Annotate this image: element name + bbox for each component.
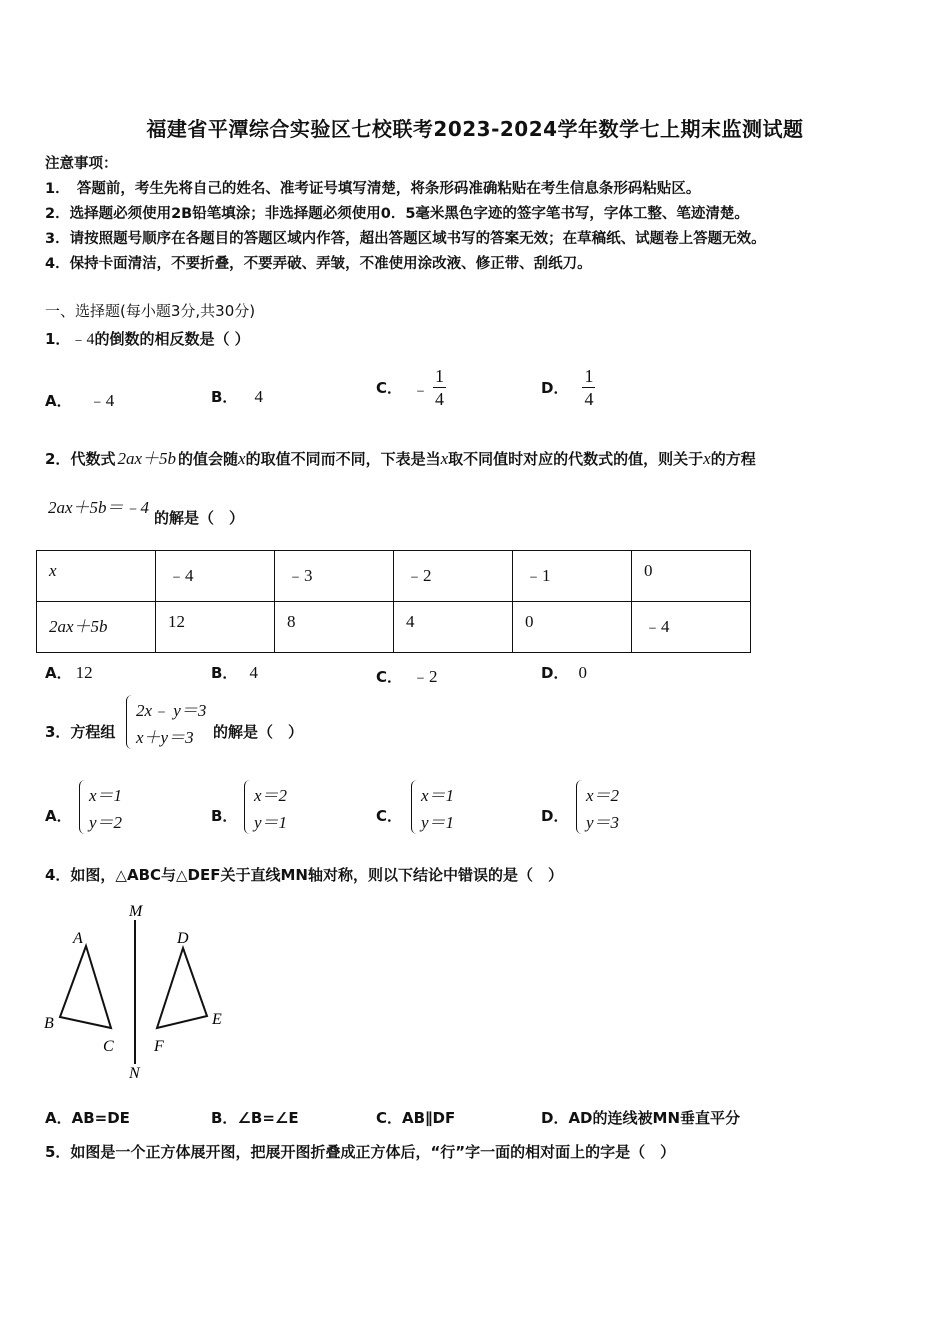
q3-option-c-system[interactable] (411, 780, 481, 834)
q3-option-a-system[interactable] (79, 780, 149, 834)
table-cell: 0 (632, 551, 751, 602)
table-cell: 0 (513, 602, 632, 653)
q3-equation-system (126, 695, 216, 749)
q3-option-c-label[interactable]: C． (376, 807, 403, 825)
q1-option-d-fraction (582, 365, 595, 410)
q2-text-3: 的取值不同而不同，下表是当 (245, 450, 441, 468)
q2-x-1: x (238, 449, 246, 468)
table-cell: x (37, 551, 156, 602)
q3-option-d-line-2: y＝3 (586, 813, 620, 832)
q3-option-d-label[interactable]: D． (541, 807, 569, 825)
q1-option-a-label: A． (45, 392, 72, 410)
q1-option-d[interactable] (541, 362, 595, 412)
q1-option-c-numerator: 1 (435, 365, 445, 386)
q4-option-d-label: D． (541, 1109, 569, 1127)
q2-text-6: 的解是（ ） (154, 509, 245, 527)
q3-option-c-line-2: y＝1 (421, 813, 455, 832)
q2-option-c-value: ﹣2 (412, 667, 438, 686)
q1-option-a-value: ﹣4 (88, 391, 115, 410)
q3-option-a-line-1: x＝1 (89, 786, 123, 805)
note-item-3: 3．请按照题号顺序在各题目的答题区域内作答，超出答题区域书写的答案无效；在草稿纸、试题卷上答题无效。 (45, 231, 766, 247)
q3-equation-2: x＋y＝3 (136, 728, 194, 747)
q4-option-c-value: AB∥DF (402, 1109, 456, 1127)
label-m: M (129, 903, 143, 920)
brace-icon (79, 780, 87, 834)
q4-option-a[interactable] (45, 1107, 130, 1128)
label-c: C (103, 1038, 114, 1055)
label-f: F (154, 1038, 164, 1055)
q2-text-1: 代数式 (70, 450, 116, 468)
q2-option-a[interactable] (45, 662, 93, 683)
q1-number: 1． (45, 330, 71, 348)
table-cell: ﹣1 (513, 551, 632, 602)
q2-option-d[interactable] (541, 662, 587, 683)
q4-option-c-label: C． (376, 1109, 403, 1127)
label-a: A (73, 930, 83, 947)
q2-value-table (36, 550, 751, 653)
table-row (37, 551, 751, 602)
q1-option-d-label: D． (541, 378, 569, 397)
q2-text-5: 的方程 (710, 450, 756, 468)
notes-heading: 注意事项： (45, 156, 118, 172)
note-item-4: 4．保持卡面清洁，不要折叠，不要弄破、弄皱，不准使用涂改液、修正带、刮纸刀。 (45, 256, 592, 272)
q4-option-b[interactable] (211, 1107, 299, 1128)
q3-option-b-line-2: y＝1 (254, 813, 288, 832)
q2-option-c[interactable] (376, 662, 438, 687)
q2-option-c-label: C． (376, 668, 403, 686)
q2-expression: 2ax＋5b (117, 449, 176, 468)
q2-option-a-label: A． (45, 664, 72, 682)
brace-icon (576, 780, 584, 834)
q1-option-b[interactable] (211, 386, 263, 407)
table-cell: 2ax＋5b (37, 602, 156, 653)
q3-option-d-line-1: x＝2 (586, 786, 620, 805)
q1-option-c-label: C． (376, 378, 403, 397)
q2-option-d-label: D． (541, 664, 569, 682)
table-cell: ﹣4 (632, 602, 751, 653)
brace-icon (244, 780, 252, 834)
q3-option-a-label[interactable]: A． (45, 807, 72, 825)
q1-option-b-value: 4 (254, 387, 264, 406)
q3-option-a-line-2: y＝2 (89, 813, 123, 832)
q1-option-c-fraction (433, 365, 446, 410)
q2-x-3: x (703, 449, 711, 468)
label-d: D (177, 930, 189, 947)
page-title: 福建省平潭综合实验区七校联考2023-2024学年数学七上期末监测试题 (146, 117, 804, 141)
triangle-def (157, 948, 207, 1028)
table-cell: 12 (156, 602, 275, 653)
q3-text: 的解是（ ） (213, 723, 304, 741)
q2-option-d-value: 0 (578, 663, 587, 682)
q3-option-b-system[interactable] (244, 780, 314, 834)
q2-option-b-label: B． (211, 664, 238, 682)
q4-option-b-label: B． (211, 1109, 238, 1127)
q4-option-d[interactable] (541, 1107, 740, 1128)
question-2 (45, 444, 756, 469)
label-n: N (129, 1065, 140, 1082)
q4-option-d-value: AD的连线被MN垂直平分 (568, 1109, 740, 1127)
q1-option-b-label: B． (211, 388, 238, 406)
table-row (37, 602, 751, 653)
q1-option-d-numerator: 1 (584, 365, 594, 386)
q2-option-b-value: 4 (249, 663, 258, 682)
note-item-1: 1． 答题前，考生先将自己的姓名、准考证号填写清楚，将条形码准确粘贴在考生信息条形码粘贴区。 (45, 181, 701, 197)
q4-option-b-value: ∠B=∠E (237, 1109, 299, 1127)
table-cell: ﹣2 (394, 551, 513, 602)
q2-option-b[interactable] (211, 662, 258, 683)
q1-option-d-denominator: 4 (584, 388, 594, 409)
q2-x-2: x (440, 449, 449, 468)
q2-text-4: 取不同值时对应的代数式的值，则关于 (448, 450, 704, 468)
q1-value: ﹣4 (70, 331, 95, 348)
q1-option-a[interactable] (45, 386, 114, 411)
q4-option-c[interactable] (376, 1107, 455, 1128)
brace-icon (126, 695, 134, 749)
label-e: E (212, 1011, 222, 1028)
q4-option-a-label: A． (45, 1109, 72, 1127)
label-b: B (44, 1015, 54, 1032)
q3-option-b-line-1: x＝2 (254, 786, 288, 805)
q4-figure (36, 898, 236, 1088)
table-cell: ﹣4 (156, 551, 275, 602)
triangle-abc (60, 946, 111, 1028)
q4-option-a-value: AB=DE (71, 1109, 130, 1127)
brace-icon (411, 780, 419, 834)
question-5: 5．如图是一个正方体展开图，把展开图折叠成正方体后，“行”字一面的相对面上的字是（ ） (45, 1143, 676, 1161)
q2-equation: 2ax＋5b＝﹣4 (48, 498, 150, 517)
table-cell: ﹣3 (275, 551, 394, 602)
q2-option-a-value: 12 (75, 663, 93, 682)
q3-equation-1: 2x﹣ y＝3 (136, 701, 207, 720)
q1-option-c[interactable] (376, 362, 446, 412)
q3-option-d-system[interactable] (576, 780, 646, 834)
note-item-2: 2．选择题必须使用2B铅笔填涂；非选择题必须使用0．5毫米黑色字迹的签字笔书写，字体工整、笔迹清楚。 (45, 206, 749, 222)
q3-number: 3．方程组 (45, 723, 116, 741)
q3-option-b-label[interactable]: B． (211, 807, 238, 825)
question-4: 4．如图，△ABC与△DEF关于直线MN轴对称，则以下结论中错误的是（ ） (45, 866, 563, 884)
q1-text: 的倒数的相反数是（ ） (94, 330, 250, 348)
q1-option-c-denominator: 4 (435, 388, 445, 409)
q3-option-c-line-1: x＝1 (421, 786, 455, 805)
question-1 (45, 326, 250, 349)
q2-text-2: 的值会随 (178, 450, 239, 468)
q2-number: 2． (45, 450, 71, 468)
table-cell: 4 (394, 602, 513, 653)
q1-option-c-sign: ﹣ (412, 379, 430, 399)
section-heading: 一、选择题(每小题3分,共30分) (45, 302, 256, 320)
table-cell: 8 (275, 602, 394, 653)
